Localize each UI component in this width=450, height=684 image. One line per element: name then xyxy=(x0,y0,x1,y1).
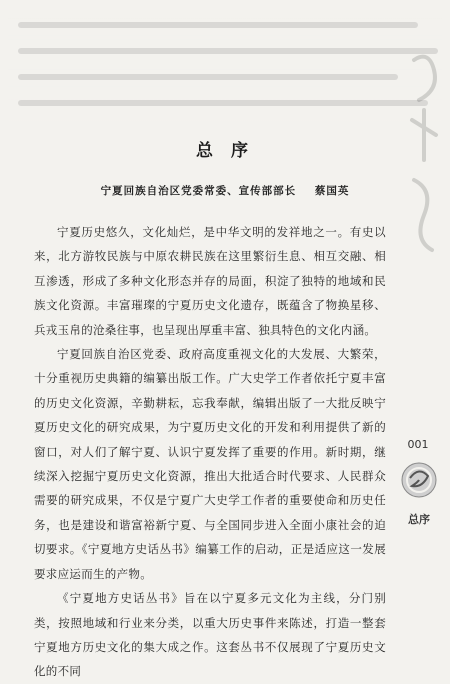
background-faded-text xyxy=(8,10,442,130)
preface-body xyxy=(34,220,386,684)
side-section-label: 总序 xyxy=(408,513,430,526)
dragon-emblem-icon xyxy=(400,458,438,502)
page-number: 001 xyxy=(407,438,429,451)
paragraph: 《宁夏地方史话丛书》旨在以宁夏多元文化为主线，分门别类，按照地域和行业来分类，以重大历史事件来陈述，打造一整套宁夏地方历史文化的集大成之作。这套丛书不仅展现了宁夏历史文化的不同 xyxy=(34,591,386,679)
author-line xyxy=(0,183,450,198)
paragraph: 宁夏回族自治区党委、政府高度重视文化的大发展、大繁荣，十分重视历史典籍的编纂出版工作。广大史学工作者依托宁夏丰富的历史文化资源，辛勤耕耘，忘我奉献，编辑出版了一大批反映宁夏历史文化的研究成果，为宁夏历史文化的开发和利用提供了新的窗口，对人们了解宁夏、认识宁夏发挥了重要的作用。新时期，继续深入挖掘宁夏历史文化资源，推出大批适合时代要求、人民群众需要的研究成果，不仅是宁夏广大史学工作者的重要使命和历史任务，也是建设和谐富裕新宁夏、与全国同步进入全面小康社会的迫切要求。《宁夏地方史话丛书》编纂工作的启动，正是适应这一发展要求应运而生的产物。 xyxy=(34,347,386,581)
author-name: 蔡国英 xyxy=(314,185,350,197)
page-title: 总 序 xyxy=(196,141,254,161)
author-position: 宁夏回族自治区党委常委、宣传部部长 xyxy=(100,185,297,197)
paragraph: 宁夏历史悠久，文化灿烂，是中华文明的发祥地之一。有史以来，北方游牧民族与中原农耕民族在这里繁衍生息、相互交融、相互渗透，形成了多种文化形态并存的局面，积淀了独特的地域和民族文化资源。丰富璀璨的宁夏历史文化遗存，既蕴含了物换星移、兵戎玉帛的沧桑往事，也呈现出厚重丰富、独具特色的文化内涵。 xyxy=(34,225,386,337)
faded-text-pattern xyxy=(8,10,442,130)
